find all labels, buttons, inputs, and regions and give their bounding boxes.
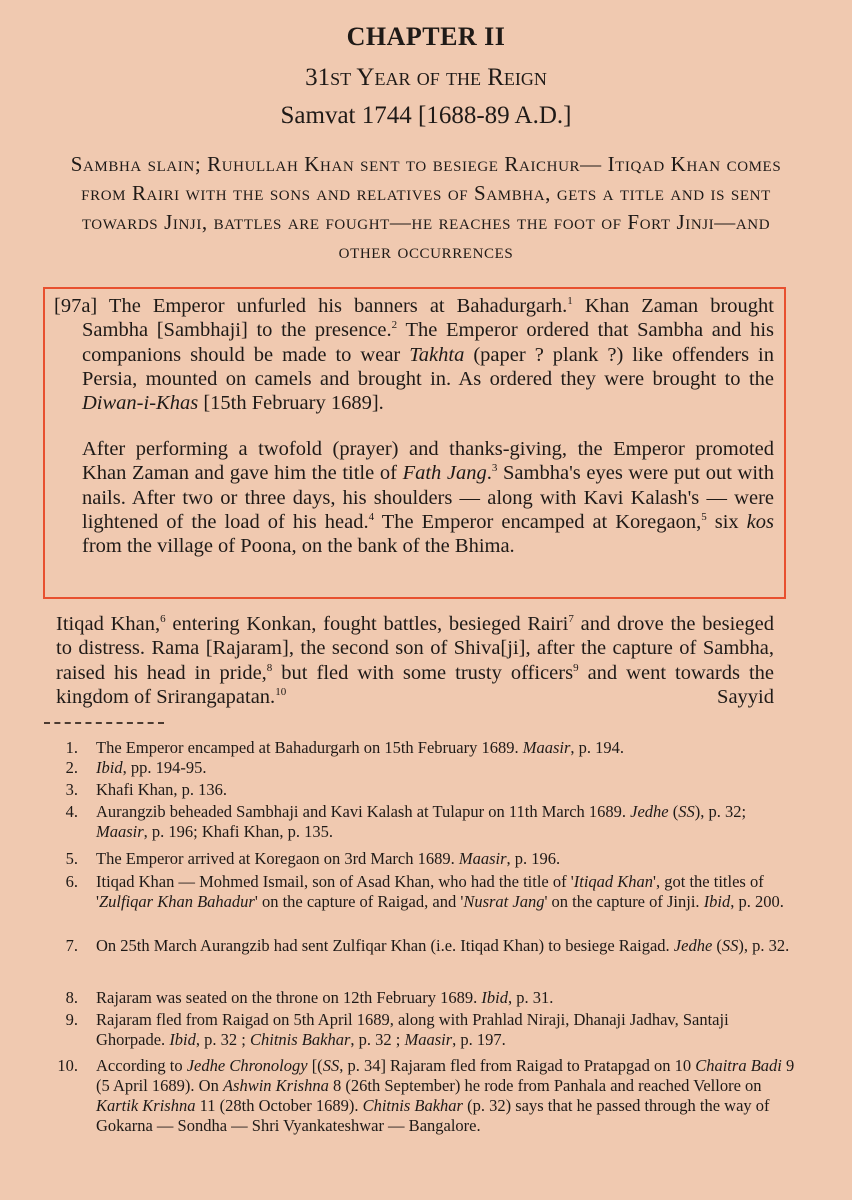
text-run: Itiqad Khan — Mohmed Ismail, son of Asad Khan, who had the title of ' xyxy=(96,872,574,891)
text-run: 8 (26th September) he rode from Panhala and reached Vellore on xyxy=(328,1076,762,1095)
italic-term: Chitnis Bakhar xyxy=(362,1096,463,1115)
footnote-text xyxy=(96,758,206,778)
footnote-text xyxy=(96,738,624,758)
text-run: ), p. 32. xyxy=(738,936,790,955)
text-run: ), p. 32; xyxy=(694,802,747,821)
text-run: Rajaram was seated on the throne on 12th February 1689. xyxy=(96,988,482,1007)
reign-year-heading: 31st Year of the Reign xyxy=(305,64,547,91)
text-run: and drove the besieged to distress. Rama [Rajaram], the second son of Shiva[ji], after the capture of Sambha, raised his head in pride, xyxy=(56,613,774,684)
italic-term: Chitnis Bakhar xyxy=(250,1030,351,1049)
footnote-text xyxy=(96,849,560,869)
italic-term: Itiqad Khan xyxy=(573,872,654,891)
text-run: [97a] The Emperor unfurled his banners at Bahadurgarh. xyxy=(54,295,568,317)
footnote-ref: 5 xyxy=(701,511,707,524)
paragraph-1 xyxy=(54,294,774,415)
text-run: and went towards the kingdom of Srirangapatan. xyxy=(56,661,774,708)
text-run: ', got the titles of ' xyxy=(96,872,764,911)
footnote-number: 2. xyxy=(65,758,78,777)
text-run: Rajaram fled from Raigad on 5th April 1689, along with Prahlad Niraji, Dhanaji Jadhav, Santaji Ghorpade. xyxy=(96,1010,729,1049)
footnote-number: 10. xyxy=(57,1056,78,1075)
footnote-text xyxy=(96,802,800,842)
footnote-7 xyxy=(40,936,789,956)
italic-term: Ibid xyxy=(169,1030,196,1049)
italic-term: Jedhe xyxy=(673,936,713,955)
footnote-number: 5. xyxy=(65,849,78,868)
footnote-text xyxy=(96,988,553,1008)
text-run: After performing a twofold (prayer) and thanks-giving, the Emperor promoted Khan Zaman and gave him the title of xyxy=(82,438,774,485)
italic-term: Ibid xyxy=(96,758,123,777)
footnote-number: 6. xyxy=(65,872,78,891)
italic-term: Ashwin Krishna xyxy=(222,1076,329,1095)
text-run: . xyxy=(486,462,492,485)
text-run: Sambha's eyes were put out with nails. After two or three days, his shoulders — along with Kavi Kalash's — were lightened of the load of his head. xyxy=(82,462,774,533)
footnote-separator xyxy=(44,722,164,725)
footnote-text xyxy=(96,780,227,800)
italic-term: Ibid xyxy=(481,988,508,1007)
footnote-ref: 6 xyxy=(160,613,166,626)
samvat-heading: Samvat 1744 [1688-89 A.D.] xyxy=(280,102,572,129)
footnote-ref: 9 xyxy=(573,661,579,674)
footnote-ref: 3 xyxy=(491,462,498,475)
text-run: According to xyxy=(96,1056,187,1075)
italic-term: Kartik Krishna xyxy=(96,1096,196,1115)
italic-term: Diwan-i-Khas xyxy=(82,392,199,415)
text-run: from the village of Poona, on the bank of the Bhima. xyxy=(82,535,515,558)
italic-term: Maasir xyxy=(522,738,571,757)
footnote-6 xyxy=(40,872,800,912)
text-run: , p. 197. xyxy=(452,1030,506,1049)
text-run: On 25th March Aurangzib had sent Zulfiqar Khan (i.e. Itiqad Khan) to besiege Raigad. xyxy=(96,936,674,955)
text-run: ( xyxy=(712,936,722,955)
text-run: (p. 32) says that he passed through the way of Gokarna — Sondha — Shri Vyankateshwar — Bangalore. xyxy=(96,1096,770,1135)
italic-term: Chaitra Badi xyxy=(695,1056,782,1075)
text-run: entering Konkan, fought battles, besieged Rairi xyxy=(165,613,569,635)
footnote-number: 7. xyxy=(65,936,78,955)
text-run: , p. 34] Rajaram fled from Raigad to Pratapgad on 10 xyxy=(339,1056,696,1075)
italic-term: SS xyxy=(721,936,739,955)
footnote-number: 1. xyxy=(65,738,78,757)
footnote-text xyxy=(96,936,789,956)
footnote-ref: 2 xyxy=(391,319,398,332)
italic-term: SS xyxy=(678,802,695,821)
footnote-number: 4. xyxy=(65,802,78,821)
footnote-4 xyxy=(40,802,800,842)
footnote-ref: 7 xyxy=(568,613,574,626)
paragraph-3 xyxy=(56,612,774,709)
footnote-ref: 4 xyxy=(368,511,375,524)
italic-term: SS xyxy=(322,1056,340,1075)
chapter-heading: CHAPTER II xyxy=(346,22,506,51)
text-run: , p. 32 ; xyxy=(195,1030,250,1049)
text-run: Itiqad Khan, xyxy=(56,613,161,635)
text-run: ( xyxy=(668,802,679,821)
text-run: , p. 194. xyxy=(570,738,625,757)
text-run: Khafi Khan, p. 136. xyxy=(96,780,228,799)
italic-term: Takhta xyxy=(409,343,465,366)
text-run: ' on the capture of Jinji. xyxy=(544,892,704,911)
text-run: Sayyid xyxy=(717,685,774,708)
italic-term: Maasir xyxy=(96,822,144,841)
footnote-3 xyxy=(40,780,227,800)
italic-term: Fath Jang xyxy=(402,462,487,485)
footnote-10 xyxy=(40,1056,800,1136)
footnote-number: 3. xyxy=(65,780,78,799)
footnote-number: 8. xyxy=(65,988,78,1007)
italic-term: Maasir xyxy=(458,849,507,868)
text-run: six xyxy=(706,510,747,533)
footnote-ref: 1 xyxy=(567,295,573,308)
text-run: (paper ? plank ?) like offenders in Persia, mounted on camels and brought in. As ordered they were brought to the xyxy=(82,343,774,390)
text-run: [( xyxy=(307,1056,323,1075)
footnote-5 xyxy=(40,849,560,869)
text-run: The Emperor arrived at Koregaon on 3rd March 1689. xyxy=(96,849,459,868)
paragraph-2 xyxy=(82,437,774,558)
text-run: [15th February 1689]. xyxy=(198,392,384,415)
italic-term: Jedhe xyxy=(630,802,669,821)
text-run: ' on the capture of Raigad, and ' xyxy=(254,892,464,911)
footnote-text xyxy=(96,1010,800,1050)
footnote-2 xyxy=(40,758,206,778)
footnote-number: 9. xyxy=(65,1010,78,1029)
footnote-8 xyxy=(40,988,553,1008)
text-run: The Emperor encamped at Koregaon, xyxy=(374,510,702,533)
italic-term: Maasir xyxy=(404,1030,453,1049)
text-run: but fled with some trusty officers xyxy=(272,661,574,684)
text-run: Khan Zaman brought Sambha [Sambhaji] to the presence. xyxy=(82,295,774,342)
chapter-summary: Sambha slain; Ruhullah Khan sent to besiege Raichur— Itiqad Khan comes from Rairi with the sons and relatives of Sambha, gets a title and is sent towards Jinji, battles are fought—he reaches the foot of Fort Jinji—and other occurrences xyxy=(70,152,782,263)
text-run: 11 (28th October 1689). xyxy=(195,1096,363,1115)
italic-term: Ibid xyxy=(703,892,731,911)
italic-term: kos xyxy=(746,510,774,533)
italic-term: Nusrat Jang xyxy=(463,892,545,911)
text-run: , pp. 194-95. xyxy=(122,758,207,777)
footnote-ref: 10 xyxy=(275,686,287,699)
text-run: , p. 31. xyxy=(507,988,554,1007)
text-run: 9 (5 April 1689). On xyxy=(96,1056,795,1095)
footnote-text xyxy=(96,1056,800,1136)
text-run: The Emperor ordered that Sambha and his companions should be made to wear xyxy=(82,319,774,366)
footnote-ref: 8 xyxy=(266,661,273,674)
text-run: Aurangzib beheaded Sambhaji and Kavi Kalash at Tulapur on 11th March 1689. xyxy=(96,802,631,821)
italic-term: Zulfiqar Khan Bahadur xyxy=(98,892,255,911)
footnote-9 xyxy=(40,1010,800,1050)
text-run: , p. 32 ; xyxy=(350,1030,405,1049)
text-run: The Emperor encamped at Bahadurgarh on 15th February 1689. xyxy=(96,738,523,757)
italic-term: Jedhe Chronology xyxy=(186,1056,308,1075)
text-run: , p. 200. xyxy=(730,892,784,911)
text-run: , p. 196; Khafi Khan, p. 135. xyxy=(143,822,333,841)
footnote-text xyxy=(96,872,800,912)
footnote-1 xyxy=(40,738,624,758)
text-run: , p. 196. xyxy=(506,849,561,868)
